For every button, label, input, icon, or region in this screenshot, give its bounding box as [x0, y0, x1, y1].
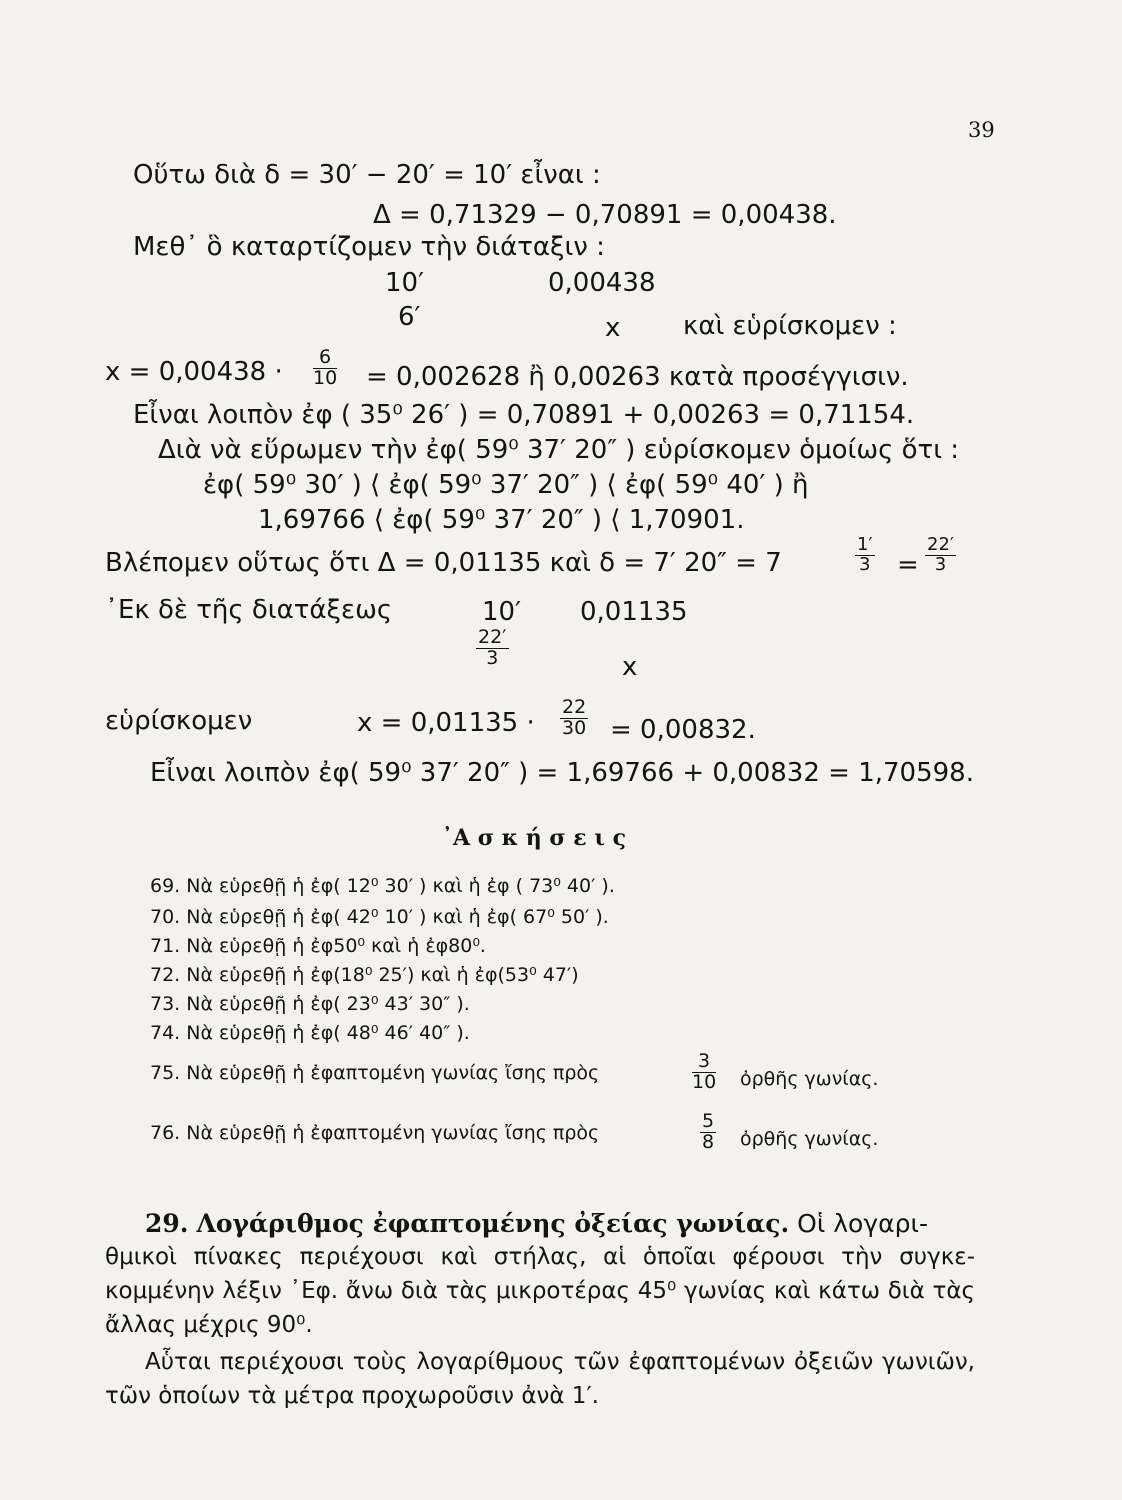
fraction-numerator: 5: [702, 1110, 715, 1132]
table-cell: 10′: [482, 597, 521, 627]
section-paragraph: θμικοὶ πίνακες περιέχουσι καὶ στήλας, αἱ ὁποῖαι φέρουσι τὴν συγκεκομμένην λέξιν ᾿Εφ. ἄνω διὰ τὰς μικροτέρας 45⁰ γωνίας καὶ κάτω διὰ τὰς ἄλλας μέχρις 90⁰.: [105, 1244, 975, 1338]
text-line: Οὕτω διὰ δ = 30′ − 20′ = 10′ εἶναι :: [133, 160, 601, 190]
fraction: [560, 698, 588, 739]
page-number: 39: [968, 118, 995, 142]
exercise-text: ὀρθῆς γωνίας.: [740, 1068, 879, 1090]
fraction-denominator: 3: [486, 646, 499, 669]
equation-sign: =: [897, 550, 919, 580]
text-line: Διὰ νὰ εὕρωμεν τὴν ἐφ( 59⁰ 37′ 20″ ) εὑρίσκομεν ὁμοίως ὅτι :: [158, 435, 960, 465]
text-line: Δ = 0,71329 − 0,70891 = 0,00438.: [373, 200, 837, 230]
fraction-numerator: 6: [313, 348, 337, 369]
fraction-numerator: 1′: [857, 534, 873, 555]
exercise-text: Νὰ εὑρεθῇ ἡ ἐφ( 42⁰ 10′ ) καὶ ἡ ἐφ( 67⁰ 50′ ).: [186, 906, 609, 928]
fraction-denominator: 3: [934, 553, 947, 575]
text-line: καὶ εὑρίσκομεν :: [683, 311, 897, 341]
fraction: [855, 536, 875, 575]
fraction-denominator: 30: [562, 716, 587, 739]
exercise-text: Νὰ εὑρεθῇ ἡ ἐφαπτομένη γωνίας ἴσης πρὸς: [186, 1122, 600, 1144]
section-lead-text: Οἱ λογαρι-: [797, 1209, 928, 1238]
fraction-denominator: 8: [702, 1130, 715, 1153]
exercise-text: Νὰ εὑρεθῇ ἡ ἐφ( 12⁰ 30′ ) καὶ ἡ ἐφ ( 73⁰ 40′ ).: [186, 875, 615, 897]
fraction: [692, 1052, 716, 1093]
table-cell: 10′: [385, 268, 424, 298]
exercise-number: 71.: [150, 935, 181, 957]
text-line: 1,69766 ⟨ ἐφ( 59⁰ 37′ 20″ ) ⟨ 1,70901.: [258, 505, 745, 535]
exercise-text: Νὰ εὑρεθῇ ἡ ἐφ50⁰ καὶ ἡ ἐφ80⁰.: [186, 935, 486, 957]
text-line: ᾿Εκ δὲ τῆς διατάξεως: [105, 595, 393, 625]
exercise-item: [150, 1062, 599, 1084]
equation-line: = 0,00832.: [610, 715, 756, 745]
exercise-item: [150, 964, 579, 986]
equation-line: x = 0,01135 ·: [357, 708, 535, 738]
text-line: Εἶναι λοιπὸν ἐφ ( 35⁰ 26′ ) = 0,70891 + 0,00263 = 0,71154.: [133, 400, 915, 430]
text-line: εὑρίσκομεν: [105, 706, 253, 736]
table-cell: 0,00438: [548, 268, 656, 298]
exercise-number: 72.: [150, 964, 181, 986]
exercise-number: 76.: [150, 1122, 181, 1144]
exercise-number: 74.: [150, 1022, 181, 1044]
text-line: ἐφ( 59⁰ 30′ ) ⟨ ἐφ( 59⁰ 37′ 20″ ) ⟨ ἐφ( 59⁰ 40′ ) ἢ: [203, 470, 809, 500]
table-cell: x: [622, 652, 638, 682]
fraction: [313, 348, 337, 389]
fraction-numerator: 3: [692, 1052, 716, 1073]
exercise-number: 70.: [150, 906, 181, 928]
fraction: [476, 628, 509, 669]
text-line: Εἶναι λοιπὸν ἐφ( 59⁰ 37′ 20″ ) = 1,69766 + 0,00832 = 1,70598.: [150, 758, 974, 788]
fraction: [925, 536, 956, 575]
fraction-numerator: 22′: [478, 626, 507, 648]
table-cell: x: [605, 313, 621, 343]
exercise-text: Νὰ εὑρεθῇ ἡ ἐφαπτομένη γωνίας ἴσης πρὸς: [186, 1062, 600, 1084]
section-number: 29.: [145, 1209, 189, 1238]
table-cell: 0,01135: [580, 597, 688, 627]
exercise-item: [150, 1122, 599, 1144]
exercise-text: Νὰ εὑρεθῇ ἡ ἐφ( 48⁰ 46′ 40″ ).: [186, 1022, 470, 1044]
fraction-denominator: 10: [313, 366, 338, 389]
exercise-item: [150, 1022, 470, 1044]
exercise-item: [150, 993, 470, 1015]
text-line: Μεθ᾿ ὃ καταρτίζομεν τὴν διάταξιν :: [133, 232, 605, 262]
exercises-heading: ᾿Α σ κ ή σ ε ι ς: [442, 825, 627, 851]
table-cell: 6′: [398, 302, 421, 332]
exercise-number: 69.: [150, 875, 181, 897]
section-title: Λογάριθμος ἐφαπτομένης ὀξείας γωνίας.: [196, 1209, 790, 1238]
fraction-numerator: 22′: [927, 534, 954, 555]
exercise-item: [150, 875, 615, 897]
exercise-number: 73.: [150, 993, 181, 1015]
exercise-text: Νὰ εὑρεθῇ ἡ ἐφ(18⁰ 25′) καὶ ἡ ἐφ(53⁰ 47′): [186, 964, 579, 986]
equation-line: x = 0,00438 ·: [105, 357, 283, 387]
exercise-item: [150, 935, 486, 957]
fraction-numerator: 22: [562, 696, 587, 718]
equation-line: Βλέπομεν οὕτως ὅτι Δ = 0,01135 καὶ δ = 7′ 20″ = 7: [105, 548, 782, 578]
exercise-item: [150, 906, 609, 928]
equation-line: = 0,002628 ἢ 0,00263 κατὰ προσέγγισιν.: [366, 362, 909, 392]
fraction-denominator: 3: [859, 553, 871, 575]
section-paragraph: Αὗται περιέχουσι τοὺς λογαρίθμους τῶν ἐφαπτομένων ὀξειῶν γωνιῶν, τῶν ὁποίων τὰ μέτρα προχωροῦσιν ἀνὰ 1′.: [105, 1349, 975, 1409]
fraction-denominator: 10: [692, 1070, 717, 1093]
section-heading: [145, 1208, 928, 1240]
exercise-text: ὀρθῆς γωνίας.: [740, 1128, 879, 1150]
fraction: [700, 1112, 716, 1153]
exercise-text: Νὰ εὑρεθῇ ἡ ἐφ( 23⁰ 43′ 30″ ).: [186, 993, 470, 1015]
exercise-number: 75.: [150, 1062, 181, 1084]
